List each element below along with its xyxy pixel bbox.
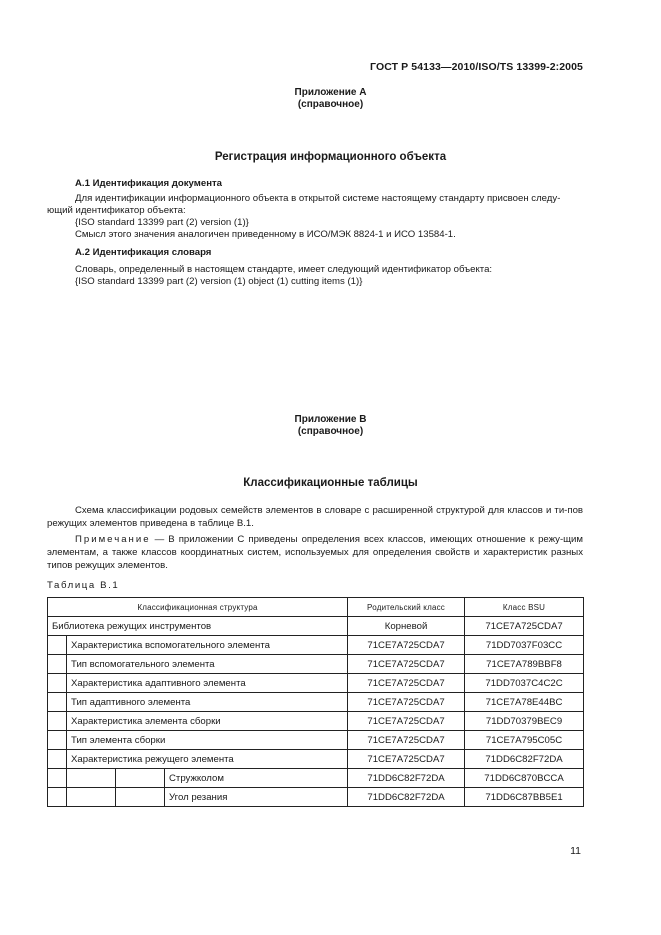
row-bsu: 71CE7A725CDA7 bbox=[465, 617, 584, 636]
row-bsu: 71DD6C82F72DA bbox=[465, 750, 584, 769]
row-name: Характеристика вспомогательного элемента bbox=[67, 636, 348, 655]
row-name: Угол резания bbox=[165, 788, 348, 807]
section-a1-heading: А.1 Идентификация документа bbox=[75, 178, 223, 189]
row-name: Библиотека режущих инструментов bbox=[48, 617, 348, 636]
table-header-row bbox=[48, 598, 584, 617]
row-parent: 71CE7A725CDA7 bbox=[348, 636, 465, 655]
row-bsu: 71DD6C870BCCA bbox=[465, 769, 584, 788]
row-parent: 71CE7A725CDA7 bbox=[348, 750, 465, 769]
row-parent: Корневой bbox=[348, 617, 465, 636]
section-a2-object-id: {ISO standard 13399 part (2) version (1) object (1) cutting items (1)} bbox=[75, 276, 363, 287]
page-number: 11 bbox=[570, 845, 581, 857]
section-a2-heading: А.2 Идентификация словаря bbox=[75, 247, 212, 258]
row-bsu: 71DD70379BEC9 bbox=[465, 712, 584, 731]
row-name: Характеристика элемента сборки bbox=[67, 712, 348, 731]
table-row bbox=[48, 769, 584, 788]
annex-b-title: Приложение В bbox=[294, 414, 367, 425]
table-caption: Таблица В.1 bbox=[47, 580, 120, 591]
row-parent: 71CE7A725CDA7 bbox=[348, 693, 465, 712]
row-name: Характеристика адаптивного элемента bbox=[67, 674, 348, 693]
row-name: Тип элемента сборки bbox=[67, 731, 348, 750]
row-parent: 71DD6C82F72DA bbox=[348, 769, 465, 788]
table-row bbox=[48, 712, 584, 731]
table-row bbox=[48, 731, 584, 750]
header-parent-class: Родительский класс bbox=[348, 598, 465, 617]
section-a1-meaning: Смысл этого значения аналогичен приведенному в ИСО/МЭК 8824-1 и ИСО 13584-1. bbox=[75, 229, 456, 240]
remark-text: — В приложении С приведены определения всех классов, имеющих отношение к режу-щим элементам, а также классов координатных систем, используемых для определения свойств и характеристик разных типов режущих элементов. bbox=[47, 534, 583, 571]
row-name: Стружколом bbox=[165, 769, 348, 788]
section-a1-text-line2: ющий идентификатор объекта: bbox=[47, 205, 186, 216]
annex-a-heading: Регистрация информационного объекта bbox=[214, 151, 447, 163]
section-a1-object-id: {ISO standard 13399 part (2) version (1)} bbox=[75, 217, 249, 228]
table-row bbox=[48, 693, 584, 712]
table-row bbox=[48, 788, 584, 807]
section-a2-text: Словарь, определенный в настоящем стандарте, имеет следующий идентификатор объекта: bbox=[75, 264, 493, 275]
row-parent: 71CE7A725CDA7 bbox=[348, 674, 465, 693]
table-row bbox=[48, 636, 584, 655]
row-bsu: 71CE7A795C05C bbox=[465, 731, 584, 750]
section-a1-text-line1: Для идентификации информационного объекта в открытой системе настоящему стандарту присвоен следу- bbox=[75, 193, 561, 204]
row-bsu: 71DD7037F03CC bbox=[465, 636, 584, 655]
annex-a-note: (справочное) bbox=[297, 99, 364, 110]
row-name: Тип вспомогательного элемента bbox=[67, 655, 348, 674]
row-bsu: 71DD7037C4C2C bbox=[465, 674, 584, 693]
header-bsu-class: Класс BSU bbox=[465, 598, 584, 617]
annex-b-heading: Классификационные таблицы bbox=[243, 477, 418, 489]
row-parent: 71CE7A725CDA7 bbox=[348, 712, 465, 731]
row-bsu: 71CE7A789BBF8 bbox=[465, 655, 584, 674]
annex-b-paragraph: Схема классификации родовых семейств элементов в словаре с расширенной структурой для классов и ти-пов режущих элементов приведена в таблице В.1. bbox=[47, 505, 583, 529]
classification-table bbox=[47, 597, 584, 807]
row-parent: 71DD6C82F72DA bbox=[348, 788, 465, 807]
row-bsu: 71CE7A78E44BC bbox=[465, 693, 584, 712]
table-row bbox=[48, 655, 584, 674]
table-row bbox=[48, 750, 584, 769]
row-name: Характеристика режущего элемента bbox=[67, 750, 348, 769]
remark-label: Примечание bbox=[75, 534, 151, 545]
table-row bbox=[48, 674, 584, 693]
annex-a-title: Приложение А bbox=[294, 87, 367, 98]
row-parent: 71CE7A725CDA7 bbox=[348, 731, 465, 750]
annex-b-remark bbox=[47, 533, 583, 572]
table-row bbox=[48, 617, 584, 636]
annex-b-note: (справочное) bbox=[297, 426, 364, 437]
row-parent: 71CE7A725CDA7 bbox=[348, 655, 465, 674]
row-name: Тип адаптивного элемента bbox=[67, 693, 348, 712]
header-structure: Классификационная структура bbox=[48, 598, 348, 617]
row-bsu: 71DD6C87BB5E1 bbox=[465, 788, 584, 807]
document-header: ГОСТ Р 54133—2010/ISO/TS 13399-2:2005 bbox=[370, 61, 583, 73]
